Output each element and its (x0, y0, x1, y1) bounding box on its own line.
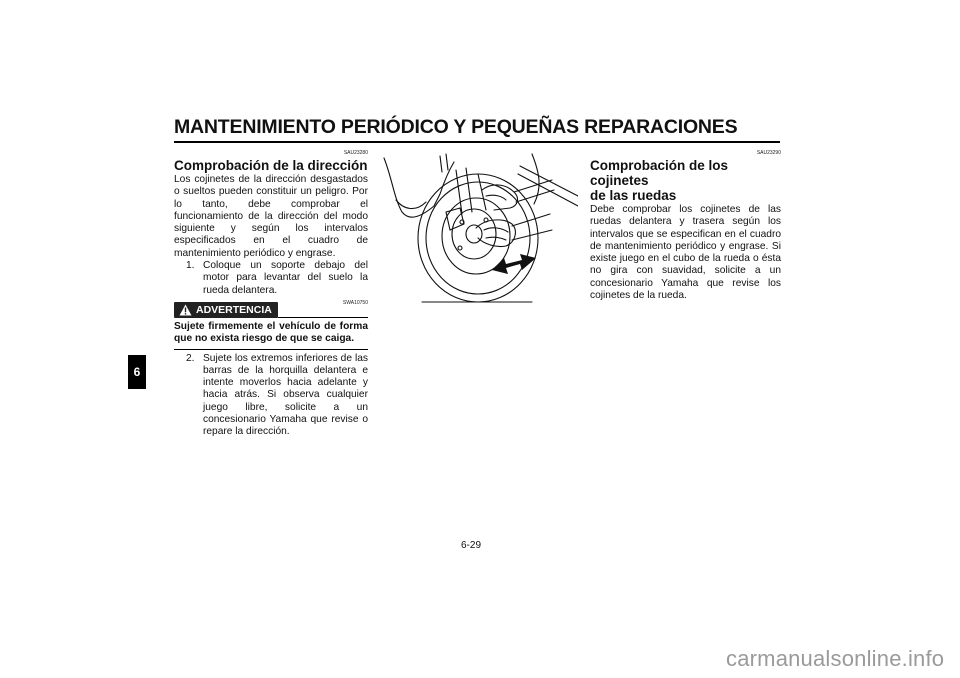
warning-bottom-rule (174, 349, 368, 350)
section-code-right: SAU23290 (756, 150, 781, 156)
step-1 (186, 260, 368, 297)
warning-label (174, 302, 278, 318)
section-heading-right-line2: de las ruedas (590, 188, 677, 203)
step-2 (186, 353, 368, 439)
step-1-number: 1. (186, 260, 195, 272)
chapter-tab: 6 (128, 355, 146, 389)
section-heading-right-line1: Comprobación de los cojinetes (590, 158, 729, 188)
warning-box (174, 300, 368, 350)
warning-code: SWA10750 (342, 299, 368, 306)
warning-text: Sujete firmemente el vehículo de forma que no exista riesgo de que se caiga. (174, 320, 368, 345)
intro-paragraph: Los cojinetes de la dirección desgastados o sueltos pueden constituir un peligro. Por lo tanto, debe comprobar el funcionamiento de la dirección del modo siguiente y según los intervalos especificados en el cuadro de mantenimiento periódico y engrase. (174, 174, 368, 259)
warning-top-rule (278, 317, 368, 318)
step-2-text: Sujete los extremos inferiores de las barras de la horquilla delantera e intente moverlos hacia adelante y hacia atrás. Si observa cualquier juego libre, solicite a un concesionario Yamaha que revise o repare la dirección. (203, 352, 368, 438)
right-column (590, 150, 781, 302)
section-heading: Comprobación de la dirección (174, 158, 368, 173)
watermark: carmanualsonline.info (726, 646, 945, 671)
left-column (174, 150, 368, 439)
step-2-number: 2. (186, 352, 195, 364)
page-number: 6-29 (461, 540, 482, 551)
section-code: SAU23280 (343, 150, 368, 156)
step-1-text: Coloque un soporte debajo del motor para levantar del suelo la rueda delantera. (203, 260, 368, 296)
front-wheel-hands-illustration (382, 150, 578, 310)
wheel-bearing-paragraph: Debe comprobar los cojinetes de las ruedas delantera y trasera según los intervalos que se especifican en el cuadro de mantenimiento periódico y engrase. Si existe juego en el cubo de la rueda o ésta no gira con suavidad, solicite a un concesionario Yamaha que revise los cojinetes de la rueda. (590, 204, 781, 302)
warning-triangle-icon (179, 304, 192, 316)
page-title: MANTENIMIENTO PERIÓDICO Y PEQUEÑAS REPARACIONES (174, 116, 738, 138)
title-rule (174, 141, 780, 143)
warning-label-text: ADVERTENCIA (196, 303, 272, 316)
